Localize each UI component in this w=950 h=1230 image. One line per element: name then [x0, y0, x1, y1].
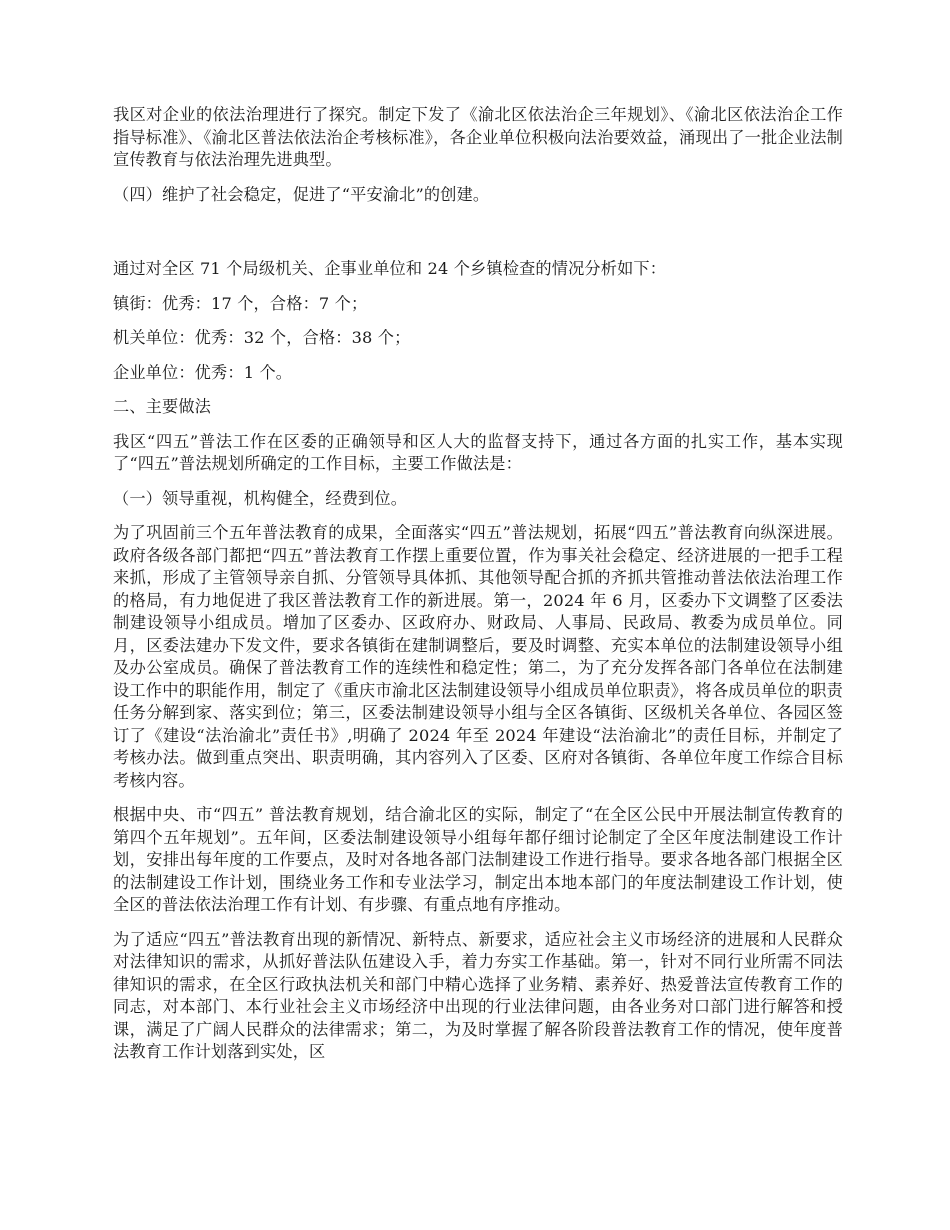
- paragraph-team-building: 为了适应“四五”普法教育出现的新情况、新特点、新要求，适应社会主义市场经济的进展和人民群众对法律知识的需求，从抓好普法队伍建设入手，着力夯实工作基础。第一，针对不同行业所需不同法律知识的需求，在全区行政执法机关和部门中精心选择了业务精、素养好、热爱普法宣传教育工作的同志，对本部门、本行业社会主义市场经济中出现的行业法律问题，由各业务对口部门进行解答和授课，满足了广阔人民群众的法律需求；第二，为及时掌握了解各阶段普法教育工作的情况，使年度普法教育工作计划落到实处，区: [113, 929, 843, 1061]
- paragraph-towns-result: 镇街：优秀：17 个，合格：7 个；: [113, 293, 368, 313]
- subsection-heading-leadership: （一）领导重视，机构健全，经费到位。: [113, 488, 408, 508]
- paragraph-planning: 根据中央、市“四五” 普法教育规划，结合渝北区的实际，制定了“在全区公民中开展法制宣传教育的第四个五年规划”。五年间，区委法制建设领导小组每年都仔细讨论制定了全区年度法制建设工作计划，安排出每年度的工作要点，及时对各地各部门法制建设工作进行指导。要求各地各部门根据全区的法制建设工作计划，围绕业务工作和专业法学习，制定出本地本部门的年度法制建设工作计划，使全区的普法依法治理工作有计划、有步骤、有重点地有序推动。: [113, 805, 843, 914]
- paragraph-practices-intro: 我区“四五”普法工作在区委的正确领导和区人大的监督支持下，通过各方面的扎实工作，基本实现了“四五”普法规划所确定的工作目标，主要工作做法是：: [113, 431, 843, 473]
- document-body: [113, 104, 843, 1076]
- paragraph-enterprises-result: 企业单位：优秀：1 个。: [113, 362, 293, 382]
- section-heading-main-practices: 二、主要做法: [113, 397, 212, 416]
- paragraph-leadership-detail: 为了巩固前三个五年普法教育的成果，全面落实“四五”普法规划，拓展“四五”普法教育向纵深进展。政府各级各部门都把“四五”普法教育工作摆上重要位置，作为事关社会稳定、经济进展的一把手工程来抓，形成了主管领导亲自抓、分管领导具体抓、其他领导配合抓的齐抓共管推动普法依法治理工作的格局，有力地促进了我区普法教育工作的新进展。第一，2024 年 6 月，区委办下文调整了区委法制建设领导小组成员。增加了区委办、区政府办、财政局、人事局、民政局、教委为成员单位。同月，区委法建办下发文件，要求各镇街在建制调整后，要及时调整、充实本单位的法制建设领导小组及办公室成员。确保了普法教育工作的连续性和稳定性；第二，为了充分发挥各部门各单位在法制建设工作中的职能作用，制定了《重庆市渝北区法制建设领导小组成员单位职责》，将各成员单位的职责任务分解到家、落实到位；第三，区委法制建设领导小组与全区各镇街、区级机关各单位、各园区签订了《建设“法治渝北”责任书》,明确了 2024 年至 2024 年建设“法治渝北”的责任目标，并制定了考核办法。做到重点突出、职责明确，其内容列入了区委、区府对各镇街、各单位年度工作综合目标考核内容。: [113, 523, 843, 790]
- paragraph-inspection-summary: 通过对全区 71 个局级机关、企事业单位和 24 个乡镇检查的情况分析如下：: [113, 259, 667, 278]
- paragraph-enterprise-governance: 我区对企业的依法治理进行了探究。制定下发了《渝北区依法治企三年规划》、《渝北区依法治企工作指导标准》、《渝北区普法依法治企考核标准》，各企业单位积极向法治要效益，涌现出了一批企业法制宣传教育与依法治理先进典型。: [113, 105, 843, 169]
- paragraph-gap: [113, 218, 843, 258]
- paragraph-agencies-result: 机关单位：优秀：32 个，合格：38 个；: [113, 328, 411, 347]
- paragraph-section-four-heading: （四）维护了社会稳定，促进了“平安渝北”的创建。: [113, 184, 490, 204]
